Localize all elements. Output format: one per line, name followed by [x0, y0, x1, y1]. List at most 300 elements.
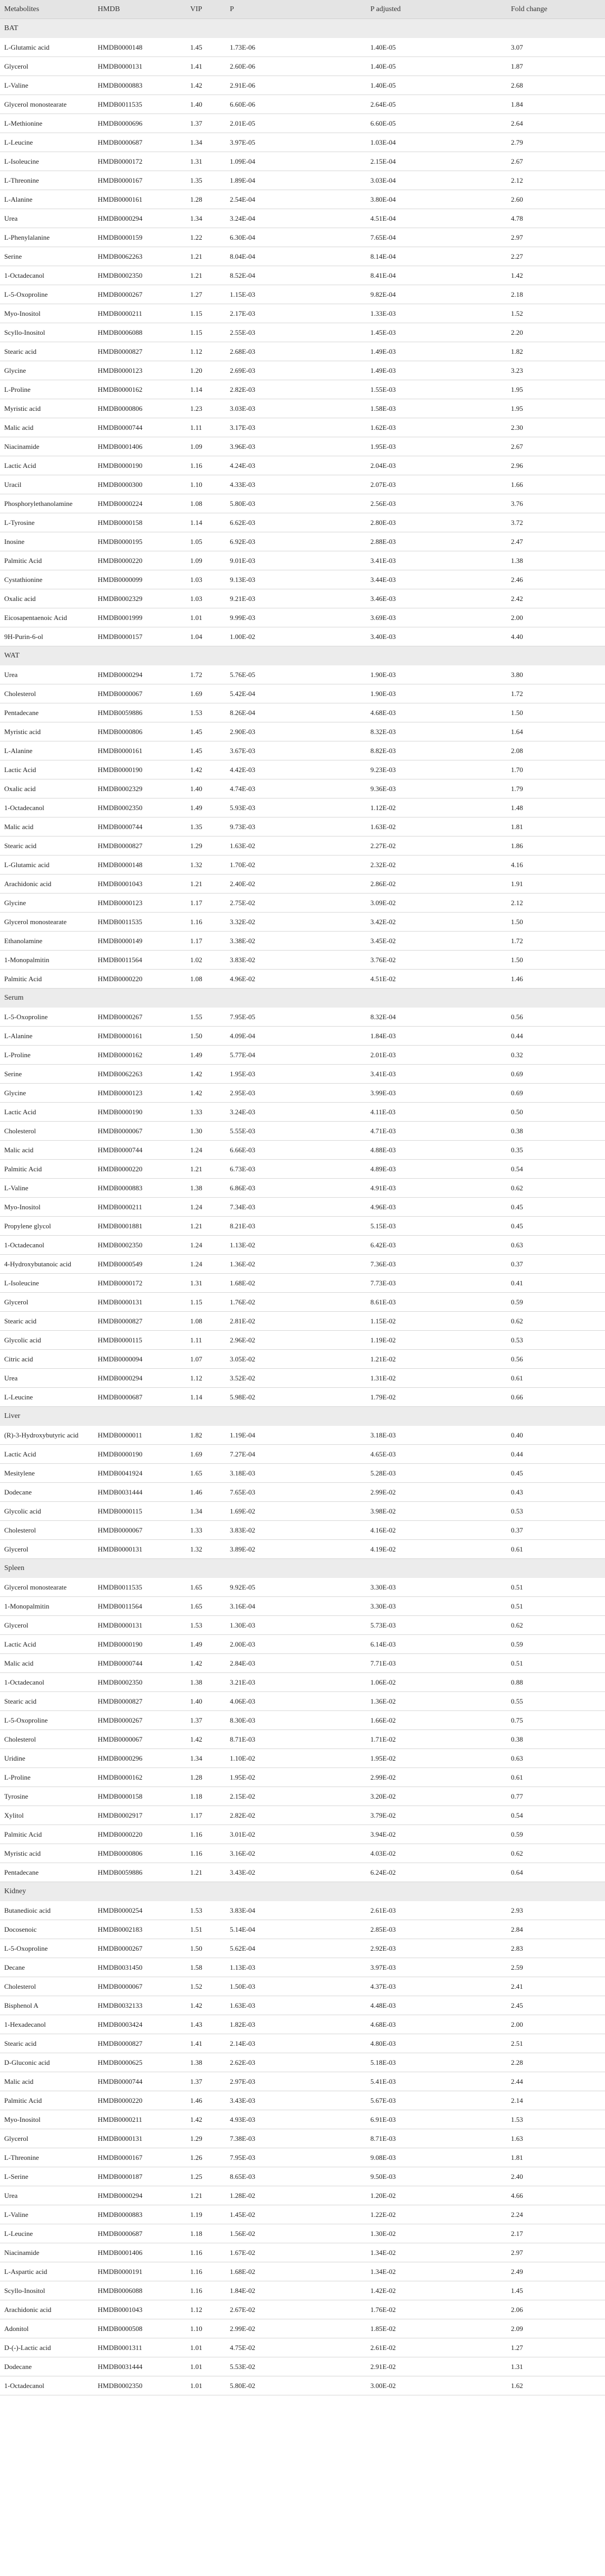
cell-hmdb: HMDB0001311	[94, 2338, 186, 2357]
cell-hmdb: HMDB0032133	[94, 1996, 186, 2015]
cell-fold-change: 0.51	[507, 1597, 605, 1616]
cell-metabolite: L-5-Oxoproline	[0, 1008, 94, 1027]
cell-metabolite: L-Alanine	[0, 741, 94, 760]
cell-hmdb: HMDB0000827	[94, 836, 186, 855]
cell-p: 3.83E-04	[226, 1901, 366, 1920]
cell-fold-change: 1.53	[507, 2110, 605, 2129]
cell-p-adjusted: 1.36E-02	[366, 1692, 507, 1711]
cell-vip: 1.21	[186, 247, 226, 266]
table-row	[0, 1920, 605, 1939]
table-row	[0, 2243, 605, 2262]
cell-hmdb: HMDB0000827	[94, 342, 186, 361]
cell-fold-change: 2.28	[507, 2053, 605, 2072]
cell-p: 2.68E-03	[226, 342, 366, 361]
table-row	[0, 1122, 605, 1141]
group-row-wat	[0, 646, 605, 666]
cell-p: 8.52E-04	[226, 266, 366, 285]
cell-fold-change: 2.40	[507, 2167, 605, 2186]
table-row	[0, 1616, 605, 1635]
cell-p-adjusted: 1.22E-02	[366, 2205, 507, 2224]
cell-metabolite: Cholesterol	[0, 1521, 94, 1540]
cell-p-adjusted: 1.06E-02	[366, 1673, 507, 1692]
cell-p-adjusted: 3.40E-03	[366, 627, 507, 646]
cell-p: 4.09E-04	[226, 1027, 366, 1046]
cell-vip: 1.69	[186, 684, 226, 703]
cell-fold-change: 3.76	[507, 494, 605, 513]
cell-fold-change: 0.38	[507, 1730, 605, 1749]
table-row	[0, 2300, 605, 2319]
cell-metabolite: L-Alanine	[0, 1027, 94, 1046]
cell-p-adjusted: 1.33E-03	[366, 304, 507, 323]
cell-metabolite: L-Valine	[0, 1179, 94, 1198]
cell-vip: 1.17	[186, 894, 226, 913]
cell-hmdb: HMDB0000294	[94, 209, 186, 228]
cell-p-adjusted: 5.67E-03	[366, 2091, 507, 2110]
cell-hmdb: HMDB0000190	[94, 1103, 186, 1122]
cell-metabolite: Stearic acid	[0, 2034, 94, 2053]
cell-hmdb: HMDB0000508	[94, 2319, 186, 2338]
cell-fold-change: 2.68	[507, 76, 605, 95]
cell-p-adjusted: 6.91E-03	[366, 2110, 507, 2129]
cell-p-adjusted: 4.80E-03	[366, 2034, 507, 2053]
cell-vip: 1.49	[186, 1635, 226, 1654]
cell-fold-change: 2.00	[507, 2015, 605, 2034]
cell-vip: 1.42	[186, 2110, 226, 2129]
cell-fold-change: 0.59	[507, 1825, 605, 1844]
cell-vip: 1.38	[186, 2053, 226, 2072]
cell-p: 3.17E-03	[226, 418, 366, 437]
table-row	[0, 1996, 605, 2015]
cell-p-adjusted: 3.41E-03	[366, 1065, 507, 1084]
cell-hmdb: HMDB0000827	[94, 2034, 186, 2053]
table-row	[0, 2053, 605, 2072]
cell-p: 3.05E-02	[226, 1350, 366, 1369]
cell-metabolite: Glycerol	[0, 2129, 94, 2148]
cell-hmdb: HMDB0000744	[94, 1141, 186, 1160]
table-row	[0, 1426, 605, 1445]
group-label: Spleen	[0, 1559, 605, 1578]
cell-p-adjusted: 6.24E-02	[366, 1863, 507, 1882]
group-label: WAT	[0, 646, 605, 666]
cell-p-adjusted: 3.41E-03	[366, 551, 507, 570]
cell-p: 1.63E-02	[226, 836, 366, 855]
cell-hmdb: HMDB0000172	[94, 152, 186, 171]
cell-fold-change: 4.16	[507, 855, 605, 875]
cell-p: 3.83E-02	[226, 951, 366, 970]
cell-vip: 1.33	[186, 1521, 226, 1540]
cell-hmdb: HMDB0000267	[94, 1939, 186, 1958]
cell-fold-change: 0.64	[507, 1863, 605, 1882]
cell-metabolite: 1-Octadecanol	[0, 798, 94, 817]
cell-p-adjusted: 1.31E-02	[366, 1369, 507, 1388]
cell-hmdb: HMDB0000883	[94, 76, 186, 95]
cell-p-adjusted: 4.11E-03	[366, 1103, 507, 1122]
cell-p-adjusted: 2.85E-03	[366, 1920, 507, 1939]
cell-metabolite: Docosenoic	[0, 1920, 94, 1939]
cell-p-adjusted: 3.76E-02	[366, 951, 507, 970]
cell-p: 1.36E-02	[226, 1255, 366, 1274]
cell-p: 3.38E-02	[226, 932, 366, 951]
cell-metabolite: Malic acid	[0, 2072, 94, 2091]
cell-metabolite: (R)-3-Hydroxybutyric acid	[0, 1426, 94, 1445]
cell-fold-change: 0.51	[507, 1654, 605, 1673]
table-row	[0, 855, 605, 875]
table-row	[0, 380, 605, 399]
cell-vip: 1.37	[186, 1711, 226, 1730]
cell-hmdb: HMDB0000011	[94, 1426, 186, 1445]
cell-hmdb: HMDB0000131	[94, 1293, 186, 1312]
cell-p: 1.56E-02	[226, 2224, 366, 2243]
cell-hmdb: HMDB0000806	[94, 399, 186, 418]
cell-metabolite: Propylene glycol	[0, 1217, 94, 1236]
cell-vip: 1.32	[186, 855, 226, 875]
cell-vip: 1.65	[186, 1597, 226, 1616]
table-row	[0, 152, 605, 171]
cell-metabolite: 1-Octadecanol	[0, 266, 94, 285]
cell-metabolite: Glycerol monostearate	[0, 1578, 94, 1597]
table-row	[0, 1293, 605, 1312]
cell-hmdb: HMDB0000161	[94, 741, 186, 760]
cell-vip: 1.01	[186, 608, 226, 627]
cell-hmdb: HMDB0000167	[94, 171, 186, 190]
cell-fold-change: 0.69	[507, 1065, 605, 1084]
cell-p-adjusted: 7.73E-03	[366, 1274, 507, 1293]
cell-p-adjusted: 1.90E-03	[366, 665, 507, 684]
table-row	[0, 1825, 605, 1844]
cell-hmdb: HMDB0002183	[94, 1920, 186, 1939]
cell-metabolite: Bisphenol A	[0, 1996, 94, 2015]
cell-fold-change: 2.18	[507, 285, 605, 304]
table-row	[0, 209, 605, 228]
cell-hmdb: HMDB0000806	[94, 722, 186, 741]
cell-p: 2.67E-02	[226, 2300, 366, 2319]
cell-fold-change: 0.59	[507, 1635, 605, 1654]
cell-p: 8.71E-03	[226, 1730, 366, 1749]
cell-hmdb: HMDB0000267	[94, 1711, 186, 1730]
table-row	[0, 1464, 605, 1483]
cell-fold-change: 0.32	[507, 1046, 605, 1065]
cell-p: 2.40E-02	[226, 875, 366, 894]
cell-fold-change: 1.63	[507, 2129, 605, 2148]
cell-p-adjusted: 3.18E-03	[366, 1426, 507, 1445]
cell-fold-change: 0.41	[507, 1274, 605, 1293]
table-row	[0, 2015, 605, 2034]
cell-p: 1.28E-02	[226, 2186, 366, 2205]
cell-p-adjusted: 3.94E-02	[366, 1825, 507, 1844]
cell-metabolite: 1-Octadecanol	[0, 1673, 94, 1692]
cell-p-adjusted: 1.79E-02	[366, 1388, 507, 1407]
cell-metabolite: Dodecane	[0, 2357, 94, 2376]
cell-fold-change: 1.79	[507, 779, 605, 798]
cell-p-adjusted: 2.61E-03	[366, 1901, 507, 1920]
cell-metabolite: Malic acid	[0, 817, 94, 836]
table-row	[0, 95, 605, 114]
cell-fold-change: 3.23	[507, 361, 605, 380]
cell-vip: 1.26	[186, 2148, 226, 2167]
cell-metabolite: L-Isoleucine	[0, 152, 94, 171]
table-row	[0, 2338, 605, 2357]
cell-vip: 1.21	[186, 1863, 226, 1882]
cell-p-adjusted: 2.01E-03	[366, 1046, 507, 1065]
cell-hmdb: HMDB0000254	[94, 1901, 186, 1920]
table-row	[0, 228, 605, 247]
cell-metabolite: Palmitic Acid	[0, 1160, 94, 1179]
cell-metabolite: 9H-Purin-6-ol	[0, 627, 94, 646]
group-row-kidney	[0, 1882, 605, 1902]
cell-hmdb: HMDB0002350	[94, 798, 186, 817]
table-row	[0, 76, 605, 95]
cell-hmdb: HMDB0000211	[94, 2110, 186, 2129]
cell-vip: 1.46	[186, 2091, 226, 2110]
cell-metabolite: Stearic acid	[0, 342, 94, 361]
cell-vip: 1.09	[186, 551, 226, 570]
cell-vip: 1.02	[186, 951, 226, 970]
cell-p: 2.00E-03	[226, 1635, 366, 1654]
cell-vip: 1.35	[186, 171, 226, 190]
table-row	[0, 1236, 605, 1255]
cell-vip: 1.52	[186, 1977, 226, 1996]
cell-vip: 1.15	[186, 1293, 226, 1312]
table-row	[0, 2091, 605, 2110]
cell-hmdb: HMDB0000099	[94, 570, 186, 589]
cell-hmdb: HMDB0000190	[94, 760, 186, 779]
cell-vip: 1.16	[186, 2281, 226, 2300]
table-row	[0, 2224, 605, 2243]
cell-p-adjusted: 2.86E-02	[366, 875, 507, 894]
cell-metabolite: Scyllo-Inositol	[0, 323, 94, 342]
cell-p-adjusted: 9.23E-03	[366, 760, 507, 779]
cell-fold-change: 1.50	[507, 703, 605, 722]
cell-p: 8.26E-04	[226, 703, 366, 722]
cell-vip: 1.42	[186, 760, 226, 779]
cell-fold-change: 0.62	[507, 1312, 605, 1331]
cell-metabolite: Inosine	[0, 532, 94, 551]
cell-vip: 1.65	[186, 1578, 226, 1597]
cell-p: 3.96E-03	[226, 437, 366, 456]
cell-p-adjusted: 3.99E-03	[366, 1084, 507, 1103]
cell-fold-change: 0.37	[507, 1521, 605, 1540]
cell-fold-change: 2.41	[507, 1977, 605, 1996]
table-row	[0, 285, 605, 304]
cell-hmdb: HMDB0000131	[94, 2129, 186, 2148]
cell-vip: 1.49	[186, 1046, 226, 1065]
table-row	[0, 1312, 605, 1331]
cell-p: 1.95E-02	[226, 1768, 366, 1787]
cell-vip: 1.38	[186, 1179, 226, 1198]
cell-p: 3.83E-02	[226, 1521, 366, 1540]
cell-fold-change: 2.97	[507, 2243, 605, 2262]
cell-hmdb: HMDB0011564	[94, 951, 186, 970]
cell-p: 1.76E-02	[226, 1293, 366, 1312]
cell-vip: 1.38	[186, 1673, 226, 1692]
cell-fold-change: 0.61	[507, 1768, 605, 1787]
cell-vip: 1.14	[186, 380, 226, 399]
table-row	[0, 1692, 605, 1711]
cell-metabolite: L-Valine	[0, 76, 94, 95]
cell-fold-change: 4.40	[507, 627, 605, 646]
cell-hmdb: HMDB0000190	[94, 456, 186, 475]
cell-fold-change: 2.60	[507, 190, 605, 209]
cell-hmdb: HMDB0002350	[94, 266, 186, 285]
cell-p: 2.54E-04	[226, 190, 366, 209]
table-row	[0, 1787, 605, 1806]
table-row	[0, 418, 605, 437]
table-row	[0, 57, 605, 76]
cell-fold-change: 0.66	[507, 1388, 605, 1407]
cell-metabolite: Glycolic acid	[0, 1331, 94, 1350]
table-row	[0, 875, 605, 894]
cell-p: 1.15E-03	[226, 285, 366, 304]
cell-p: 3.16E-02	[226, 1844, 366, 1863]
cell-p-adjusted: 3.09E-02	[366, 894, 507, 913]
cell-hmdb: HMDB0000158	[94, 1787, 186, 1806]
cell-vip: 1.16	[186, 456, 226, 475]
cell-p-adjusted: 1.21E-02	[366, 1350, 507, 1369]
table-row	[0, 913, 605, 932]
table-row	[0, 1369, 605, 1388]
cell-fold-change: 1.50	[507, 951, 605, 970]
cell-p-adjusted: 7.65E-04	[366, 228, 507, 247]
cell-metabolite: Urea	[0, 1369, 94, 1388]
cell-fold-change: 2.27	[507, 247, 605, 266]
cell-hmdb: HMDB0000294	[94, 1369, 186, 1388]
cell-p: 1.19E-04	[226, 1426, 366, 1445]
cell-p-adjusted: 5.73E-03	[366, 1616, 507, 1635]
cell-fold-change: 1.64	[507, 722, 605, 741]
cell-hmdb: HMDB0002350	[94, 1673, 186, 1692]
cell-p-adjusted: 3.42E-02	[366, 913, 507, 932]
cell-fold-change: 0.59	[507, 1293, 605, 1312]
cell-fold-change: 0.61	[507, 1369, 605, 1388]
group-label: Liver	[0, 1407, 605, 1426]
cell-p: 5.77E-04	[226, 1046, 366, 1065]
table-row	[0, 532, 605, 551]
header-fold-change: Fold change	[507, 0, 605, 19]
cell-vip: 1.53	[186, 703, 226, 722]
cell-hmdb: HMDB0000067	[94, 1122, 186, 1141]
cell-vip: 1.10	[186, 2319, 226, 2338]
cell-p: 2.84E-03	[226, 1654, 366, 1673]
cell-p: 3.24E-04	[226, 209, 366, 228]
cell-hmdb: HMDB0000300	[94, 475, 186, 494]
group-label: BAT	[0, 19, 605, 39]
cell-p-adjusted: 7.36E-03	[366, 1255, 507, 1274]
table-row	[0, 1065, 605, 1084]
cell-hmdb: HMDB0000220	[94, 551, 186, 570]
table-row	[0, 1958, 605, 1977]
cell-vip: 1.30	[186, 1122, 226, 1141]
cell-p-adjusted: 1.40E-05	[366, 38, 507, 57]
header-p: P	[226, 0, 366, 19]
cell-p-adjusted: 2.04E-03	[366, 456, 507, 475]
cell-vip: 1.17	[186, 932, 226, 951]
cell-metabolite: Glycine	[0, 894, 94, 913]
cell-vip: 1.37	[186, 114, 226, 133]
table-row	[0, 1673, 605, 1692]
cell-p-adjusted: 1.45E-03	[366, 323, 507, 342]
table-row	[0, 1388, 605, 1407]
cell-p: 3.21E-03	[226, 1673, 366, 1692]
cell-p: 1.84E-02	[226, 2281, 366, 2300]
cell-p-adjusted: 3.46E-03	[366, 589, 507, 608]
cell-p: 4.93E-03	[226, 2110, 366, 2129]
cell-hmdb: HMDB0000131	[94, 1540, 186, 1559]
cell-vip: 1.24	[186, 1198, 226, 1217]
cell-p-adjusted: 9.82E-04	[366, 285, 507, 304]
cell-p-adjusted: 5.15E-03	[366, 1217, 507, 1236]
cell-fold-change: 0.53	[507, 1502, 605, 1521]
cell-vip: 1.53	[186, 1616, 226, 1635]
cell-hmdb: HMDB0001043	[94, 875, 186, 894]
cell-fold-change: 1.91	[507, 875, 605, 894]
cell-fold-change: 0.62	[507, 1844, 605, 1863]
cell-hmdb: HMDB0002329	[94, 779, 186, 798]
cell-metabolite: Glycolic acid	[0, 1502, 94, 1521]
cell-p-adjusted: 1.30E-02	[366, 2224, 507, 2243]
cell-vip: 1.19	[186, 2205, 226, 2224]
cell-metabolite: Cholesterol	[0, 684, 94, 703]
cell-metabolite: Serine	[0, 1065, 94, 1084]
cell-fold-change: 2.00	[507, 608, 605, 627]
cell-metabolite: Lactic Acid	[0, 1635, 94, 1654]
cell-hmdb: HMDB0000687	[94, 2224, 186, 2243]
cell-vip: 1.42	[186, 1084, 226, 1103]
cell-p: 1.73E-06	[226, 38, 366, 57]
cell-vip: 1.28	[186, 1768, 226, 1787]
cell-p: 2.95E-03	[226, 1084, 366, 1103]
cell-p-adjusted: 4.37E-03	[366, 1977, 507, 1996]
cell-vip: 1.46	[186, 1483, 226, 1502]
cell-p-adjusted: 2.91E-02	[366, 2357, 507, 2376]
table-row	[0, 1863, 605, 1882]
cell-vip: 1.50	[186, 1027, 226, 1046]
table-row	[0, 894, 605, 913]
cell-vip: 1.08	[186, 494, 226, 513]
cell-vip: 1.51	[186, 1920, 226, 1939]
cell-hmdb: HMDB0000190	[94, 1445, 186, 1464]
cell-p-adjusted: 3.69E-03	[366, 608, 507, 627]
cell-vip: 1.21	[186, 1217, 226, 1236]
table-row	[0, 627, 605, 646]
cell-p: 2.17E-03	[226, 304, 366, 323]
cell-hmdb: HMDB0000148	[94, 855, 186, 875]
cell-vip: 1.24	[186, 1141, 226, 1160]
cell-vip: 1.42	[186, 1730, 226, 1749]
header-metabolites: Metabolites	[0, 0, 94, 19]
cell-metabolite: Stearic acid	[0, 1312, 94, 1331]
cell-hmdb: HMDB0000195	[94, 532, 186, 551]
cell-p: 4.74E-03	[226, 779, 366, 798]
cell-p: 3.03E-03	[226, 399, 366, 418]
cell-p-adjusted: 2.15E-04	[366, 152, 507, 171]
cell-fold-change: 0.37	[507, 1255, 605, 1274]
cell-metabolite: Malic acid	[0, 418, 94, 437]
cell-fold-change: 0.54	[507, 1806, 605, 1825]
cell-vip: 1.42	[186, 76, 226, 95]
cell-p: 3.97E-05	[226, 133, 366, 152]
cell-fold-change: 0.69	[507, 1084, 605, 1103]
cell-fold-change: 2.51	[507, 2034, 605, 2053]
cell-p-adjusted: 4.68E-03	[366, 2015, 507, 2034]
cell-p: 1.82E-03	[226, 2015, 366, 2034]
cell-p: 9.13E-03	[226, 570, 366, 589]
cell-hmdb: HMDB0031450	[94, 1958, 186, 1977]
cell-metabolite: L-Aspartic acid	[0, 2262, 94, 2281]
cell-fold-change: 1.84	[507, 95, 605, 114]
cell-p-adjusted: 1.34E-02	[366, 2262, 507, 2281]
table-row	[0, 1179, 605, 1198]
cell-p: 2.15E-02	[226, 1787, 366, 1806]
